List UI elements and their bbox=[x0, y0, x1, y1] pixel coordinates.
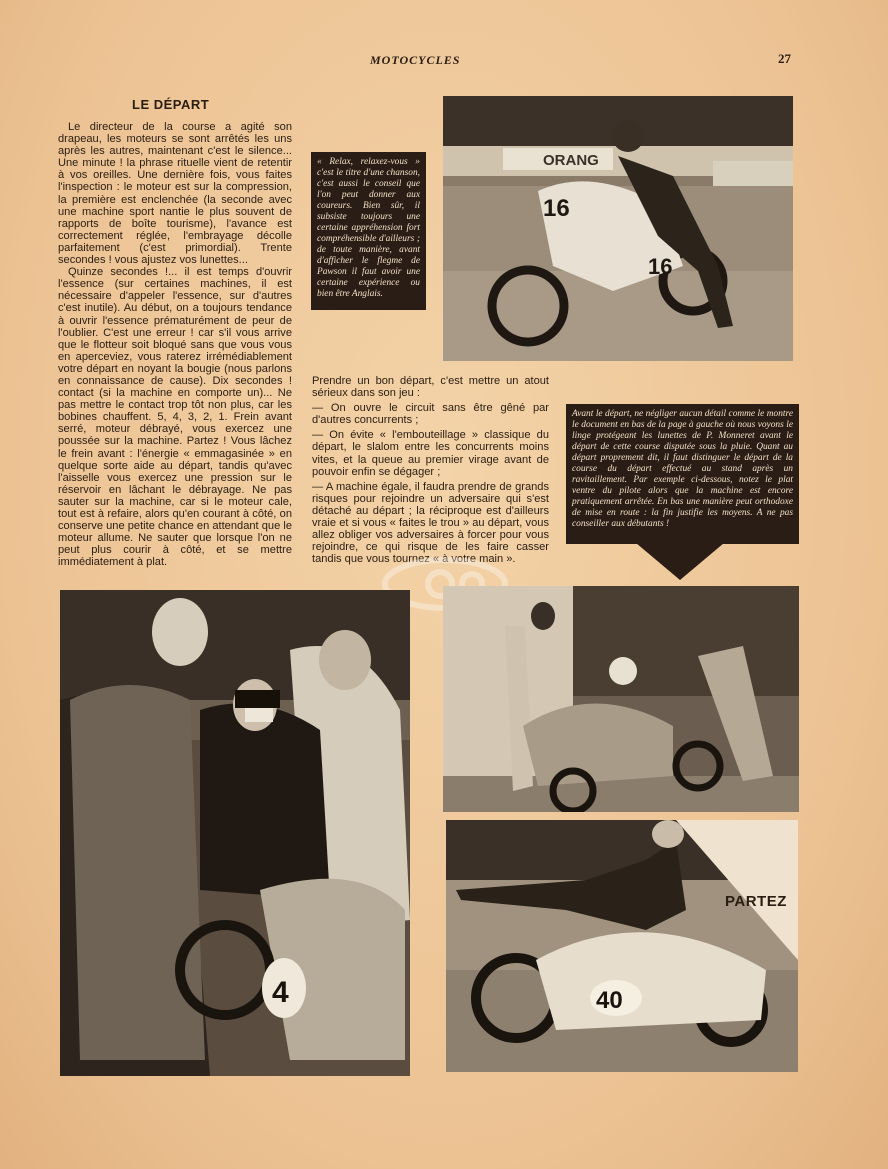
article-paragraph-1: Le directeur de la course a agité son drapeau, les moteurs se sont arrêtés les uns après les autres, maintenant c'est le silence... Une minute ! la phrase rituelle vient de retentir à vos oreilles. Une dernière fois, vous faites l'inspection : le moteur est sur la compression, la première est enclenchée (la seconde avec une machine sport nantie le plus souvent de rapports de boîte tourisme), l'avance est correctement réglée, l'embrayage décolle parfaitement (c'est primordial). Trente secondes ! vous ajustez vos lunettes... bbox=[58, 121, 292, 267]
article-paragraph-2: Quinze secondes !... il est temps d'ouvrir l'essence (sur certaines machines, il est nécessaire d'appeler l'essence, sur d'autres c'est inutile). Au début, on a toujours tendance à ouvrir l'essence prématurément de peur de l'oublier. C'est une erreur ! car s'il vous arrive que le flotteur soit bloqué sans que vous vous en aperceviez, vous raterez irrémédiablement votre départ en noyant la bougie (nous parlons en connaissance de cause). Dix secondes ! contact (si la machine en comporte un)... Ne pas mettre le contact trop tôt non plus, car les bobines chauffent. 5, 4, 3, 2, 1. Frein avant serré, moteur débrayé, vous exercez une poussée sur la machine. Partez ! Vous lâchez le frein avant : l'énergie « emmagasinée » en quelque sorte aide au départ, tandis qu'avec l'aisselle vous exercez une pression sur le réservoir en lâchant le débrayage. Ne pas sauter sur la machine, car si le moteur cale, tout est à refaire, alors qu'en courant à côté, on conserve une petite chance en attendant que le moteur allume. Ne sauter que lorsque l'on ne peut plus courir à côté, et se mettre immédiatement à plat. bbox=[58, 266, 292, 569]
section-heading: LE DÉPART bbox=[132, 97, 210, 112]
photo-rider-4-start-grid bbox=[60, 590, 410, 1076]
page-number: 27 bbox=[778, 51, 791, 66]
right-paragraph-point-1: — On ouvre le circuit sans être gêné par d'autres concurrents ; bbox=[312, 402, 549, 427]
caption-arrow-down bbox=[636, 543, 724, 580]
left-article-column bbox=[58, 121, 292, 568]
photo-rider-16 bbox=[443, 96, 793, 361]
right-paragraph-intro: Prendre un bon départ, c'est mettre un atout sérieux dans son jeu : bbox=[312, 375, 549, 400]
photo-pit-restart-image bbox=[443, 586, 799, 812]
photo-rider-4-image bbox=[60, 590, 410, 1076]
top-photo-banner-text: ORANG bbox=[543, 152, 599, 169]
photo-pit-restart bbox=[443, 586, 799, 812]
before-start-caption: Avant le départ, ne négliger aucun détail comme le montre le document en bas de la page à gauche où nous voyons le linge protégeant les lunettes de P. Monneret avant le départ de cette course disputée sous la pluie. Quant au départ proprement dit, il faut distinguer le départ de la course du départ effectué au stand après un ravitaillement. Par exemple ci-dessous, notez le plat ventre du pilote alors que la machine est encore pratiquement arrêtée. En bas une manière peut orthodoxe de mise en route : la fin justifie les moyens. A ne pas conseiller aux débutants ! bbox=[566, 404, 799, 544]
left-photo-race-number: 4 bbox=[272, 976, 289, 1009]
top-photo-race-number: 16 bbox=[543, 195, 570, 222]
running-title: MOTOCYCLES bbox=[370, 53, 461, 67]
top-photo-race-number-side: 16 bbox=[648, 254, 673, 279]
right-paragraph-point-2: — On évite « l'embouteillage » classique du départ, le slalom entre les concurrents moins vites, et la queue au premier virage avant de pouvoir enfin se dégager ; bbox=[312, 429, 549, 478]
right-paragraph-point-3: — A machine égale, il faudra prendre de grands risques pour rejoindre un adversaire qui s'est détaché au départ ; la réciproque est d'ailleurs vraie et si vous « faites le trou » au départ, vous allez obliger vos adversaires à forcer pour vous rejoindre, ce qui risque de les faire casser tandis que vous tournez « à votre main ». bbox=[312, 480, 549, 566]
right-article-column bbox=[312, 375, 549, 568]
partez-label: PARTEZ bbox=[725, 893, 787, 910]
photo-rider-16-image bbox=[443, 96, 793, 361]
photo-rider-40-image bbox=[446, 820, 798, 1072]
relax-caption: « Relax, relaxez-vous » c'est le titre d'une chanson, c'est aussi le conseil que l'on peut donner aux coureurs. Bien sûr, il subsiste toujours une certaine appréhension fort compréhensible d'ailleurs ; de toute manière, avant d'afficher le flegme de Pawson il faut avoir une certaine expérience ou bien être Anglais. bbox=[311, 152, 426, 310]
photo-rider-40-flat bbox=[446, 820, 798, 1072]
bottom-photo-race-number: 40 bbox=[596, 987, 623, 1014]
